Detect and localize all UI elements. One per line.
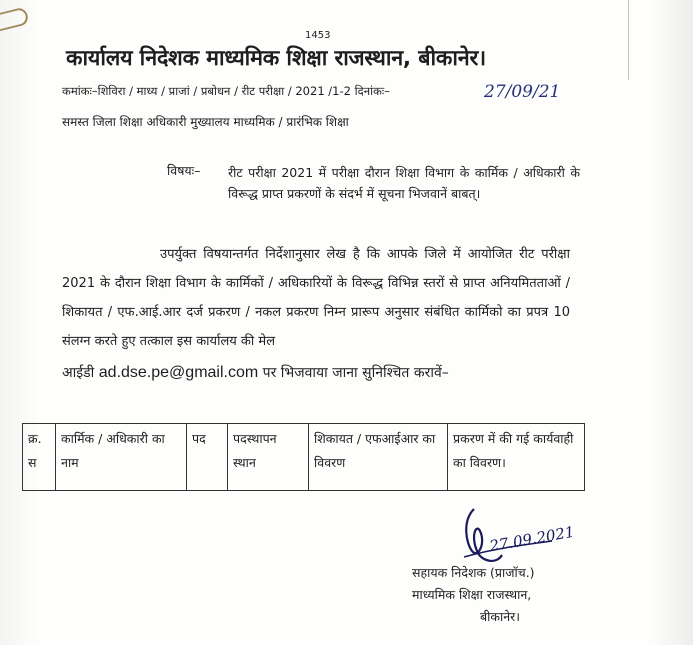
table-cell-posting: पदस्थापन स्थान xyxy=(228,424,309,491)
mail-suffix: पर भिजवाया जाना सुनिश्चित करावें– xyxy=(262,365,449,381)
signatory-department: माध्यमिक शिक्षा राजस्थान, xyxy=(412,587,532,602)
table-cell-name: कार्मिक / अधिकारी का नाम xyxy=(56,424,187,491)
paper-clip-icon xyxy=(0,6,30,31)
table-row xyxy=(23,424,585,491)
email-address: ad.dse.pe@gmail.com xyxy=(98,364,259,381)
reference-handwritten-date: 27/09/21 xyxy=(484,82,561,102)
addressee: समस्त जिला शिक्षा अधिकारी मुख्यालय माध्यमिक / प्रारंभिक शिक्षा xyxy=(62,115,349,129)
table-cell-post: पद xyxy=(187,424,228,491)
signature-handwritten-date: 27.09.2021 xyxy=(488,522,576,556)
subject-text: रीट परीक्षा 2021 में परीक्षा दौरान शिक्षा विभाग के कार्मिक / अधिकारी के विरूद्ध प्राप्त प्रकरणों के संदर्भ में सूचना भिजवानें बाबत्। xyxy=(228,165,580,201)
signatory-block xyxy=(412,562,535,628)
body-paragraph: उपर्युक्त विषयान्तर्गत निर्देशानुसार लेख है कि आपके जिले में आयोजित रीट परीक्षा 2021 के दौरान शिक्षा विभाग के कार्मिकों / अधिकारियों के विरूद्ध विभिन्न स्तरों से प्राप्त अनियमितताओं / शिकायत / एफ.आई.आर दर्ज प्रकरण / नकल प्रकरण निम्न प्रारूप अनुसार संबंधित कार्मिको का प्रपत्र 10 संलग्न करते हुए तत्काल इस कार्यालय की मेल xyxy=(62,247,570,349)
table-cell-serial: क्र. स xyxy=(23,424,56,491)
table-cell-action: प्रकरण में की गई कार्यवाही का विवरण। xyxy=(448,424,585,491)
office-heading: कार्यालय निदेशक माध्यमिक शिक्षा राजस्थान, बीकानेर। xyxy=(66,46,486,71)
proforma-table xyxy=(22,423,585,491)
table-cell-complaint: शिकायत / एफआईआर का विवरण xyxy=(309,424,448,491)
signatory-designation: सहायक निदेशक (प्राजॉच.) xyxy=(412,565,535,580)
mail-prefix: आईडी xyxy=(62,365,95,381)
page-number: 1453 xyxy=(305,30,331,41)
signatory-place: बीकानेर। xyxy=(480,609,521,624)
reference-number: कमांकः–शिविरा / माध्य / प्राजां / प्रबोधन / रीट परीक्षा / 2021 /1-2 दिनांकः– xyxy=(62,84,390,98)
mail-instruction xyxy=(62,363,449,382)
subject-label: विषयः– xyxy=(167,163,201,178)
page-edge-line xyxy=(628,0,629,80)
